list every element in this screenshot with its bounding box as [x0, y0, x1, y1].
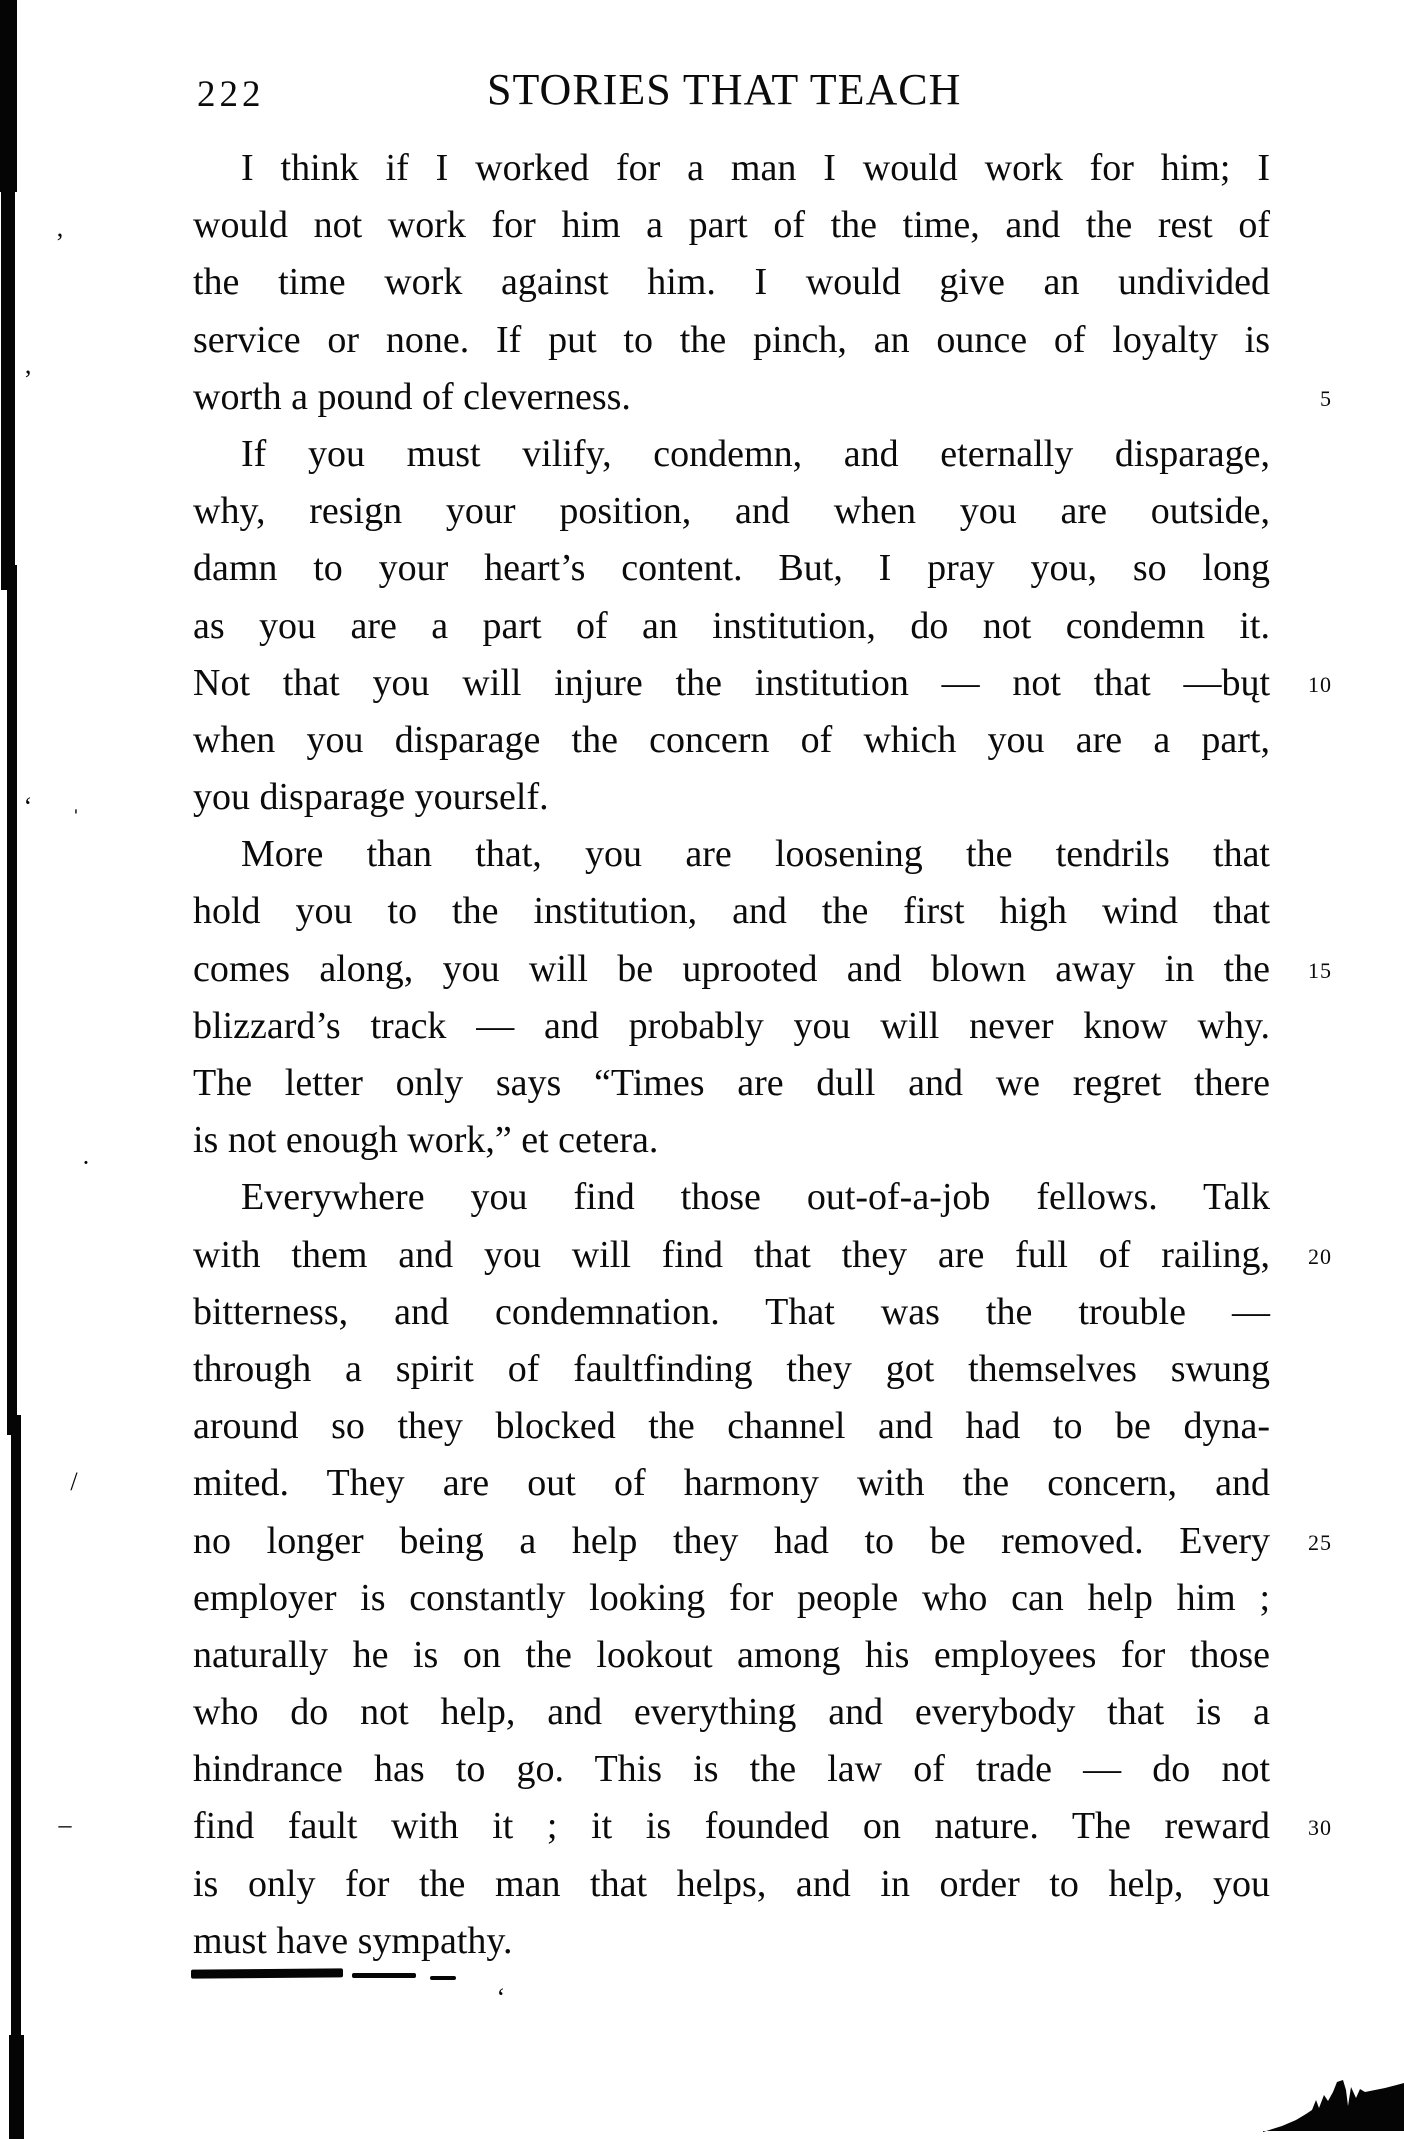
- text-line: must have sympathy.: [193, 1919, 513, 1962]
- left-binding-edge: [1, 180, 15, 590]
- ink-smudge: [352, 1973, 416, 1978]
- text-line: damn to your heart’s content. But, I pray you, so long: [193, 547, 1270, 590]
- text-line: is only for the man that helps, and in order to help, you: [193, 1862, 1270, 1905]
- left-binding-edge: [11, 1415, 21, 2055]
- page-number: 222: [197, 74, 265, 115]
- margin-speck: ˈ: [71, 805, 81, 834]
- margin-speck: ʻ: [496, 1983, 506, 2012]
- left-binding-edge: [9, 2035, 24, 2139]
- text-line: I think if I worked for a man I would work for him; I: [241, 147, 1270, 189]
- margin-line-number: 15: [1308, 957, 1332, 983]
- margin-line-number: 25: [1308, 1529, 1332, 1555]
- ink-smudge: [430, 1976, 456, 1980]
- text-line: the time work against him. I would give an undivided: [193, 261, 1270, 304]
- text-line: no longer being a help they had to be removed. Every 25: [193, 1513, 1270, 1570]
- running-header-title: STORIES THAT TEACH: [487, 65, 962, 114]
- margin-line-number: 10: [1308, 671, 1332, 697]
- text-line: hold you to the institution, and the first high wind that: [193, 890, 1270, 933]
- text-line: around so they blocked the channel and had to be dyna-: [193, 1405, 1270, 1448]
- margin-speck: ʻ: [23, 792, 33, 821]
- text-line: naturally he is on the lookout among his employees for those: [193, 1633, 1270, 1676]
- text-line: would not work for him a part of the time, and the rest of: [193, 204, 1270, 247]
- left-binding-edge: [7, 565, 17, 1435]
- text-line: as you are a part of an institution, do not condemn it.: [193, 604, 1270, 647]
- text-line: bitterness, and condemnation. That was the trouble —: [193, 1290, 1270, 1333]
- text-line: More than that, you are loosening the tendrils that: [241, 833, 1270, 876]
- text-line: you disparage yourself.: [193, 776, 549, 819]
- body-text: [193, 140, 1332, 1970]
- text-line: why, resign your position, and when you are outside,: [193, 490, 1270, 533]
- margin-line-number: 20: [1308, 1243, 1332, 1269]
- margin-speck: ,: [56, 213, 64, 242]
- text-line: The letter only says “Times are dull and we regret there: [193, 1062, 1270, 1104]
- ink-smudge: [191, 1968, 343, 1978]
- margin-line-number: 5: [1320, 385, 1332, 411]
- text-line: mited. They are out of harmony with the concern, and: [193, 1462, 1270, 1505]
- text-line: with them and you will find that they are full of railing, 20: [193, 1227, 1270, 1284]
- text-line: is not enough work,” et cetera.: [193, 1119, 659, 1162]
- text-line: If you must vilify, condemn, and eternally disparage,: [241, 432, 1270, 475]
- text-line: employer is constantly looking for people who can help him ;: [193, 1576, 1270, 1619]
- margin-line-number: 30: [1308, 1815, 1332, 1841]
- text-line: when you disparage the concern of which you are a part,: [193, 718, 1270, 761]
- text-line: blizzard’s track — and probably you will never know why.: [193, 1004, 1270, 1047]
- text-line: hindrance has to go. This is the law of trade — do not: [193, 1748, 1270, 1791]
- text-line: Not that you will injure the institution — not that —bųt 10: [193, 655, 1270, 712]
- text-line: service or none. If put to the pinch, an ounce of loyalty is: [193, 318, 1270, 361]
- text-line: comes along, you will be uprooted and blown away in the 15: [193, 941, 1270, 998]
- margin-speck: ʼ: [23, 365, 33, 394]
- text-line: through a spirit of faultfinding they got themselves swung: [193, 1347, 1270, 1390]
- text-line: worth a pound of cleverness. 5: [193, 369, 1270, 426]
- text-line: find fault with it ; it is founded on nature. The reward 30: [193, 1798, 1270, 1855]
- text-line: Everywhere you find those out-of-a-job fellows. Talk: [241, 1176, 1270, 1219]
- margin-speck: /: [70, 1467, 78, 1496]
- left-binding-edge: [0, 0, 17, 192]
- text-line: who do not help, and everything and everybody that is a: [193, 1691, 1270, 1734]
- margin-speck: ‒: [58, 1810, 72, 1839]
- margin-speck: ·: [81, 1148, 91, 1177]
